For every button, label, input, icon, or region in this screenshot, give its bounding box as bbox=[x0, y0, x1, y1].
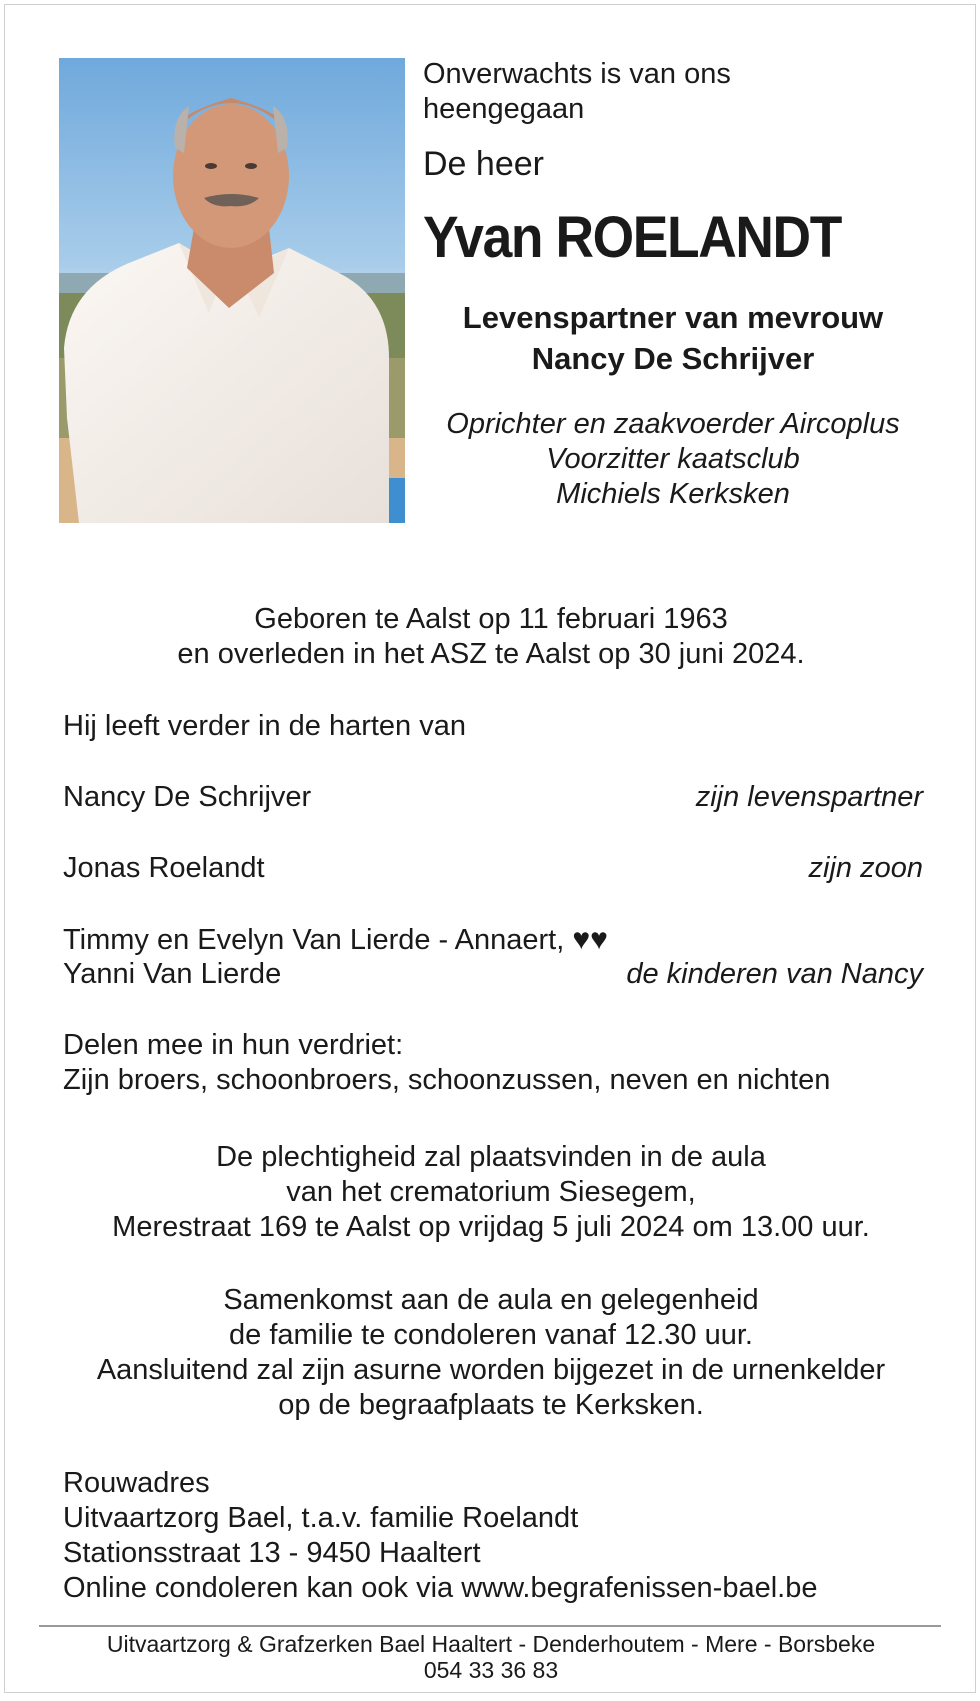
partner-line: Levenspartner van mevrouw bbox=[462, 300, 884, 335]
family-relation: zijn zoon bbox=[808, 852, 923, 884]
family-relation: de kinderen van Nancy bbox=[626, 958, 923, 990]
family-row bbox=[63, 957, 923, 992]
honorific: De heer bbox=[423, 145, 544, 183]
share-line: Delen mee in hun verdriet: bbox=[63, 1029, 404, 1061]
family-row bbox=[63, 780, 923, 815]
family-relation: zijn levenspartner bbox=[695, 781, 923, 813]
portrait-photo bbox=[59, 58, 405, 523]
role-line: Voorzitter kaatsclub bbox=[546, 443, 800, 475]
gathering-line: op de begraafplaats te Kerksken. bbox=[278, 1389, 704, 1421]
ceremony-line: van het crematorium Siesegem, bbox=[286, 1176, 696, 1208]
ceremony-block bbox=[5, 1140, 977, 1245]
footer-phone: 054 33 36 83 bbox=[423, 1657, 559, 1683]
ceremony-line: Merestraat 169 te Aalst op vrijdag 5 juli 2024 om 13.00 uur. bbox=[112, 1211, 870, 1243]
intro-line: heengegaan bbox=[423, 93, 585, 125]
footer-line: Uitvaartzorg & Grafzerken Bael Haaltert - Denderhoutem - Mere - Borsbeke bbox=[106, 1631, 876, 1657]
family-names: Timmy en Evelyn Van Lierde - Annaert, bbox=[63, 924, 565, 956]
family-names: Jonas Roelandt bbox=[63, 852, 265, 884]
deceased-name: Yvan ROELANDT bbox=[423, 205, 841, 270]
ceremony-line: De plechtigheid zal plaatsvinden in de aula bbox=[216, 1141, 766, 1173]
address-line: Stationsstraat 13 - 9450 Haaltert bbox=[63, 1537, 481, 1569]
address-line: Online condoleren kan ook via www.begrafenissen-bael.be bbox=[63, 1572, 818, 1604]
intro-line: Onverwachts is van ons bbox=[423, 58, 731, 90]
gathering-block bbox=[5, 1283, 977, 1423]
death-line: en overleden in het ASZ te Aalst op 30 juni 2024. bbox=[177, 638, 805, 670]
footer-block bbox=[5, 1631, 977, 1683]
roles-block bbox=[423, 407, 923, 512]
family-row bbox=[63, 922, 923, 958]
family-names: Nancy De Schrijver bbox=[63, 781, 312, 813]
gathering-line: Aansluitend zal zijn asurne worden bijgezet in de urnenkelder bbox=[96, 1354, 886, 1386]
footer-divider bbox=[39, 1625, 941, 1627]
gathering-line: Samenkomst aan de aula en gelegenheid bbox=[223, 1284, 759, 1316]
role-line: Michiels Kerksken bbox=[556, 478, 790, 510]
share-block bbox=[63, 1028, 943, 1098]
header-block bbox=[423, 57, 943, 512]
family-row bbox=[63, 851, 923, 886]
obituary-page bbox=[4, 4, 976, 1693]
address-line: Uitvaartzorg Bael, t.a.v. familie Roelandt bbox=[63, 1502, 579, 1534]
address-line: Rouwadres bbox=[63, 1467, 210, 1499]
address-block bbox=[63, 1466, 943, 1606]
family-names: Yanni Van Lierde bbox=[63, 958, 282, 990]
birth-line: Geboren te Aalst op 11 februari 1963 bbox=[254, 603, 728, 635]
share-line: Zijn broers, schoonbroers, schoonzussen, neven en nichten bbox=[63, 1064, 831, 1096]
partner-line: Nancy De Schrijver bbox=[531, 341, 815, 376]
birth-death-block bbox=[5, 602, 977, 672]
intro-text bbox=[423, 57, 943, 127]
gathering-line: de familie te condoleren vanaf 12.30 uur. bbox=[229, 1319, 753, 1351]
role-line: Oprichter en zaakvoerder Aircoplus bbox=[446, 408, 900, 440]
hearts-icon: ♥♥ bbox=[572, 923, 608, 956]
partner-block bbox=[423, 297, 923, 379]
survived-intro: Hij leeft verder in de harten van bbox=[63, 710, 466, 742]
